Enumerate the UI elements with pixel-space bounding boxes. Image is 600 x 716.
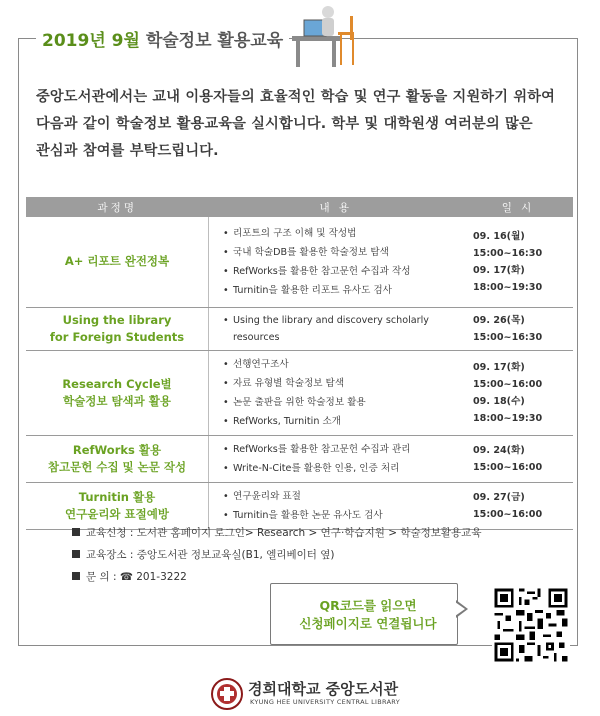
course-name [26,435,209,482]
content-item: • 리포트의 구조 이해 및 작성법 [223,224,463,243]
content-item: • Turnitin을 활용한 논문 유사도 검사 [223,506,463,525]
info-contact-text: 문 의 : ☎ 201-3222 [86,571,187,583]
column-header-content: 내 용 [209,197,464,217]
qr-bubble-line: QR코드를 읽으면 [319,598,417,613]
table-header-row [26,197,573,217]
course-time [463,350,573,435]
title-text: 학술정보 활용교육 [145,31,284,51]
course-name-line: 학술정보 탐색과 활용 [63,393,171,408]
university-seal-icon [210,677,244,711]
content-item: • 논문 출판을 위한 학술정보 활용 [223,393,463,412]
library-name-english: KYUNG HEE UNIVERSITY CENTRAL LIBRARY [250,698,400,706]
table-row [26,435,573,482]
content-item: • 연구윤리와 표절 [223,487,463,506]
course-name [26,350,209,435]
title-year-month: 2019년 9월 [42,31,140,51]
content-item: • Using the library and discovery scholarly resources [223,312,463,346]
course-name [26,217,209,307]
time-slot: 09. 26(목) 15:00~16:30 [473,314,543,343]
column-header-datetime: 일 시 [463,197,573,217]
course-content [209,217,464,307]
time-slot: 09. 17(화) 15:00~16:00 [473,361,543,390]
bullet-square-icon [72,572,80,580]
content-item: • 국내 학술DB를 활용한 학술정보 탐색 [223,243,463,262]
page-title [36,26,289,51]
time-slot: 09. 27(금) 15:00~16:00 [473,491,543,520]
course-name-line: RefWorks 활용 [72,442,162,457]
content-item: • RefWorks, Turnitin 소개 [223,412,463,431]
info-place [72,544,481,566]
course-content [209,307,464,350]
content-item: • RefWorks를 활용한 참고문헌 수집과 관리 [223,440,463,459]
course-time [463,307,573,350]
schedule-table [26,197,573,530]
intro-line: 중앙도서관에서는 교내 이용자들의 효율적인 학습 및 연구 활동을 지원하기 위하여 [36,89,556,105]
intro-line: 다음과 같이 학술정보 활용교육을 실시합니다. 학부 및 대학원생 여러분의 많은 [36,116,533,132]
course-content [209,435,464,482]
course-name-line: A+ 리포트 완전정복 [64,254,170,269]
course-name-line: for Foreign Students [49,329,185,344]
content-item: • RefWorks를 활용한 참고문헌 수집과 작성 [223,262,463,281]
content-item: • Write-N-Cite를 활용한 인용, 인증 처리 [223,459,463,478]
time-slot: 09. 16(월) 15:00~16:30 [473,230,543,259]
course-name-line: 참고문헌 수집 및 논문 작성 [47,459,187,474]
content-item: • Turnitin을 활용한 리포트 유사도 검사 [223,281,463,300]
info-section [72,522,481,588]
qr-bubble-line: 신청페이지로 연결됩니다 [299,616,437,631]
info-place-text: 교육장소 : 중앙도서관 정보교육실(B1, 엘리베이터 옆) [86,549,335,561]
desk-illustration [282,2,366,72]
table-row [26,217,573,307]
qr-bubble-text [283,597,453,633]
intro-line: 관심과 참여를 부탁드립니다. [36,143,219,159]
course-time [463,217,573,307]
content-item: • 선행연구조사 [223,355,463,374]
course-content [209,350,464,435]
info-apply-text: 교육신청 : 도서관 홈페이지 로그인> Research > 연구·학습지원 > 학술정보활용교육 [86,527,482,539]
time-slot: 09. 18(수) 18:00~19:30 [473,395,543,424]
course-name-line: 연구윤리와 표절예방 [65,506,169,521]
content-item: • 자료 유형별 학술정보 탐색 [223,374,463,393]
table-row [26,307,573,350]
course-name-line: Turnitin 활용 [78,489,156,504]
info-apply [72,522,481,544]
bullet-square-icon [72,528,80,536]
library-name: 경희대학교 중앙도서관 [248,680,399,698]
time-slot: 09. 24(화) 15:00~16:00 [473,444,543,473]
course-name [26,307,209,350]
course-name-line: Research Cycle별 [62,376,172,391]
bubble-pointer-inner [455,602,465,616]
column-header-course: 과정명 [26,197,209,217]
course-name-line: Using the library [62,312,172,327]
intro-paragraph [36,84,576,165]
bullet-square-icon [72,550,80,558]
course-time [463,435,573,482]
qr-code-icon[interactable] [492,586,570,664]
time-slot: 09. 17(화) 18:00~19:30 [473,264,543,293]
table-row [26,350,573,435]
